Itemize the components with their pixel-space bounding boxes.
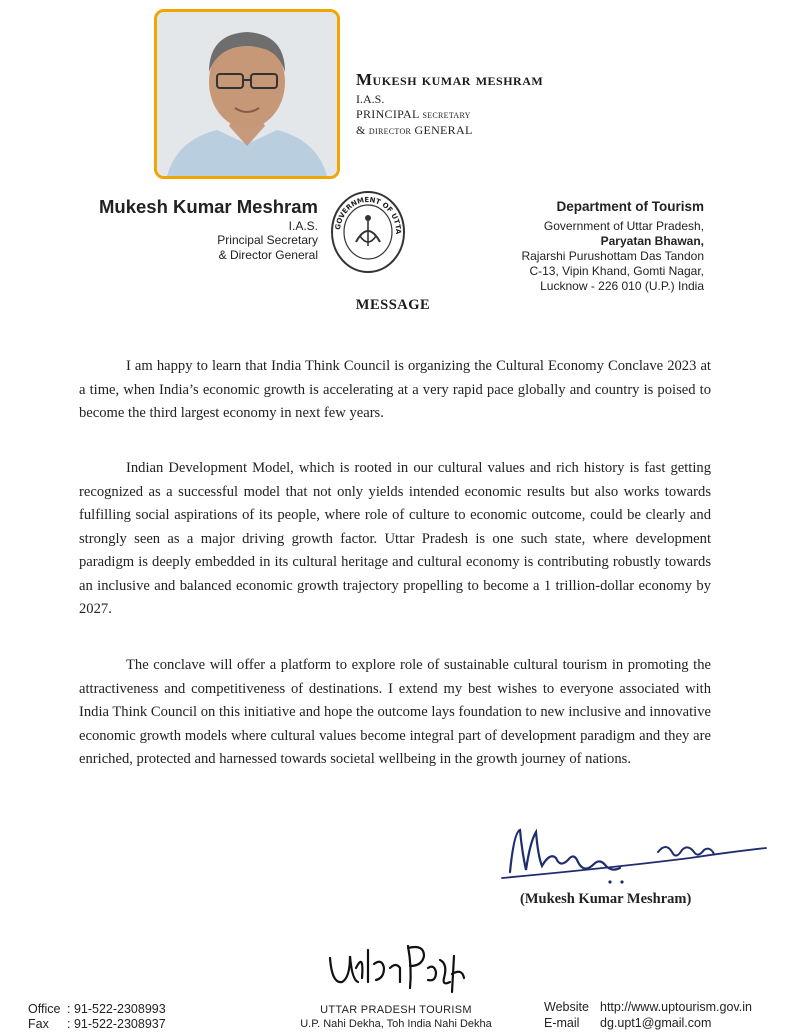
message-paragraph: The conclave will offer a platform to explore role of sustainable cultural tourism in promoting the attractiveness and competitiveness of destinations. I extend my best wishes to everyone associated with India Think Council on this initiative and hope the outcome lays foundation to new inclusive and innovative economic growth models where cultural values become integral part of development paradigm and they are enriched, protected and harnessed towards societal wellbeing in the growth journey of nations.: [79, 657, 712, 767]
footer-tagline: U.P. Nahi Dekha, Toh India Nahi Dekha: [300, 1018, 492, 1030]
email-link[interactable]: dg.upt1@gmail.com: [600, 1016, 712, 1030]
message-paragraph: I am happy to learn that India Think Council is organizing the Cultural Economy Conclave 2023 at a time, when India’s economic growth is accelerating at a very rapid pace globally and country is poised to become the third largest economy in next few years.: [79, 358, 711, 421]
card-name: Mukesh kumar meshram: [356, 70, 544, 89]
department-name: Department of Tourism: [556, 199, 704, 214]
address-line: C-13, Vipin Khand, Gomti Nagar,: [529, 264, 704, 278]
card-ias: I.A.S.: [356, 92, 385, 106]
letterhead-name: Mukesh Kumar Meshram: [99, 196, 318, 217]
fax-number: : 91-522-2308937: [67, 1017, 166, 1031]
email-label: E-mail: [544, 1016, 580, 1030]
address-line: Rajarshi Purushottam Das Tandon: [521, 249, 704, 263]
message-paragraph: Indian Development Model, which is rooted in our cultural values and rich history is fast getting recognized as a successful model that not only yields intended economic results but also works towards fulfilling social aspirations of its people, where role of culture to economic outcome, could be clearly and strongly seen as a major driving growth factor. Uttar Pradesh is one such state, where development paradigm is deeply embedded in its cultural heritage and cultural economy is contributing robustly towards an inclusive and balanced economic growth trajectory propelling to become a 1 trillion-dollar economy by 2027.: [79, 460, 711, 617]
seal-text: GOVERNMENT OF UTTA: [334, 195, 403, 235]
government-seal-icon: [330, 190, 406, 274]
website-label: Website: [544, 1000, 589, 1014]
footer-brand: UTTAR PRADESH TOURISM: [320, 1004, 472, 1016]
website-link[interactable]: http://www.uptourism.gov.in: [600, 1000, 752, 1014]
message-heading: MESSAGE: [355, 297, 431, 313]
letterhead-title-line2: & Director General: [218, 248, 318, 262]
portrait-illustration: [157, 12, 337, 176]
address-line: Lucknow - 226 010 (U.P.) India: [540, 279, 704, 293]
office-phone: : 91-522-2308993: [67, 1002, 166, 1016]
letterhead-ias: I.A.S.: [288, 219, 318, 233]
fax-label: Fax: [28, 1017, 49, 1031]
letterhead-title-line1: Principal Secretary: [217, 233, 318, 247]
office-label: Office: [28, 1002, 61, 1016]
address-line: Government of Uttar Pradesh,: [543, 219, 704, 233]
address-line: Paryatan Bhawan,: [600, 234, 704, 248]
handwritten-signature: [490, 822, 770, 892]
card-title-line2: & director GENERAL: [356, 123, 473, 137]
portrait-photo: [154, 9, 340, 179]
signatory-name: (Mukesh Kumar Meshram): [520, 891, 692, 907]
card-title-line1: PRINCIPAL secretary: [356, 107, 471, 121]
uttar-pradesh-script-logo: [316, 938, 476, 998]
